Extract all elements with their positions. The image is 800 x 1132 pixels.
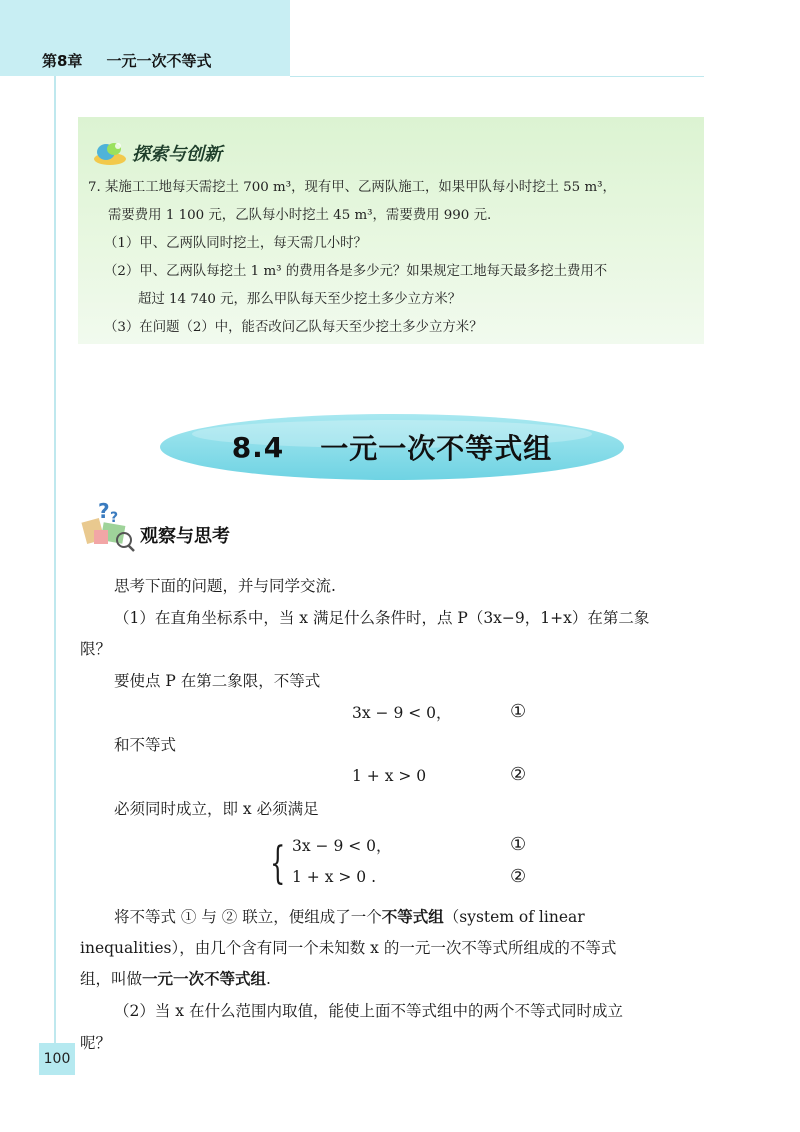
- exercise-line: （1）甲、乙两队同时挖土，每天需几小时？: [104, 236, 367, 251]
- observe-think-icon: [80, 500, 136, 552]
- question-1-cont: 限？: [80, 640, 112, 658]
- paragraph: 思考下面的问题，并与同学交流.: [114, 577, 336, 595]
- exercise-line: （3）在问题（2）中，能否改问乙队每天至少挖土多少立方米？: [104, 320, 483, 335]
- section-banner: [158, 412, 626, 482]
- exercise-line: 超过 14 740 元，那么甲队每天至少挖土多少立方米？: [138, 292, 462, 307]
- page-number: 100: [39, 1043, 75, 1075]
- section-title: [158, 412, 626, 482]
- chapter-number: 第8章: [42, 52, 83, 70]
- header-divider: [290, 76, 704, 77]
- explore-heading-text: 探索与创新: [132, 144, 222, 165]
- section-title-text: 一元一次不等式组: [320, 432, 553, 465]
- term-inequality-system: 不等式组: [381, 908, 444, 926]
- definition-line-2: inequalities），由几个含有同一个未知数 x 的一元一次不等式所组成的不等式: [80, 939, 617, 957]
- explore-box: [78, 117, 704, 344]
- explore-heading: [92, 139, 222, 167]
- exercise-line: 需要费用 1 100 元，乙队每小时挖土 45 m³，需要费用 990 元.: [108, 208, 492, 223]
- system-inequality-2: 1 + x > 0 .: [292, 868, 377, 886]
- definition-line-1: [114, 906, 585, 928]
- chapter-title: 一元一次不等式: [106, 52, 212, 70]
- text-span: .: [266, 970, 271, 988]
- svg-text:?: ?: [110, 510, 119, 526]
- question-2: （2）当 x 在什么范围内取值，能使上面不等式组中的两个不等式同时成立: [114, 1002, 623, 1020]
- exercise-line: 7. 某施工工地每天需挖土 700 m³，现有甲、乙两队施工，如果甲队每小时挖土 55 m³，: [88, 180, 616, 195]
- definition-line-3: [80, 968, 271, 990]
- question-1: （1）在直角坐标系中，当 x 满足什么条件时，点 P（3x−9，1+x）在第二象: [114, 609, 650, 627]
- inequality-1: 3x − 9 < 0，: [352, 704, 452, 722]
- paragraph: 必须同时成立，即 x 必须满足: [114, 800, 319, 818]
- explore-icon: [92, 139, 128, 167]
- observe-heading: 观察与思考: [140, 526, 230, 547]
- system-mark-1: ①: [510, 834, 527, 855]
- system-inequality-1: 3x − 9 < 0，: [292, 837, 392, 855]
- text-span: （system of linear: [443, 908, 585, 926]
- svg-text:?: ?: [98, 500, 110, 523]
- margin-divider: [54, 76, 56, 1046]
- paragraph: 要使点 P 在第二象限，不等式: [114, 672, 321, 690]
- system-mark-2: ②: [510, 866, 527, 887]
- chapter-header: [42, 50, 211, 71]
- paragraph: 和不等式: [114, 736, 177, 754]
- term-linear-inequality-system: 一元一次不等式组: [142, 970, 267, 988]
- text-span: 组，叫做: [80, 970, 143, 988]
- section-number: 8.4: [231, 430, 285, 464]
- equation-mark-2: ②: [510, 764, 527, 785]
- text-span: 将不等式 ① 与 ② 联立，便组成了一个: [114, 908, 382, 926]
- system-brace: {: [270, 838, 286, 889]
- equation-mark-1: ①: [510, 701, 527, 722]
- inequality-2: 1 + x > 0: [352, 767, 427, 785]
- exercise-line: （2）甲、乙两队每挖土 1 m³ 的费用各是多少元？如果规定工地每天最多挖土费用不: [104, 264, 608, 279]
- question-2-cont: 呢？: [80, 1034, 112, 1052]
